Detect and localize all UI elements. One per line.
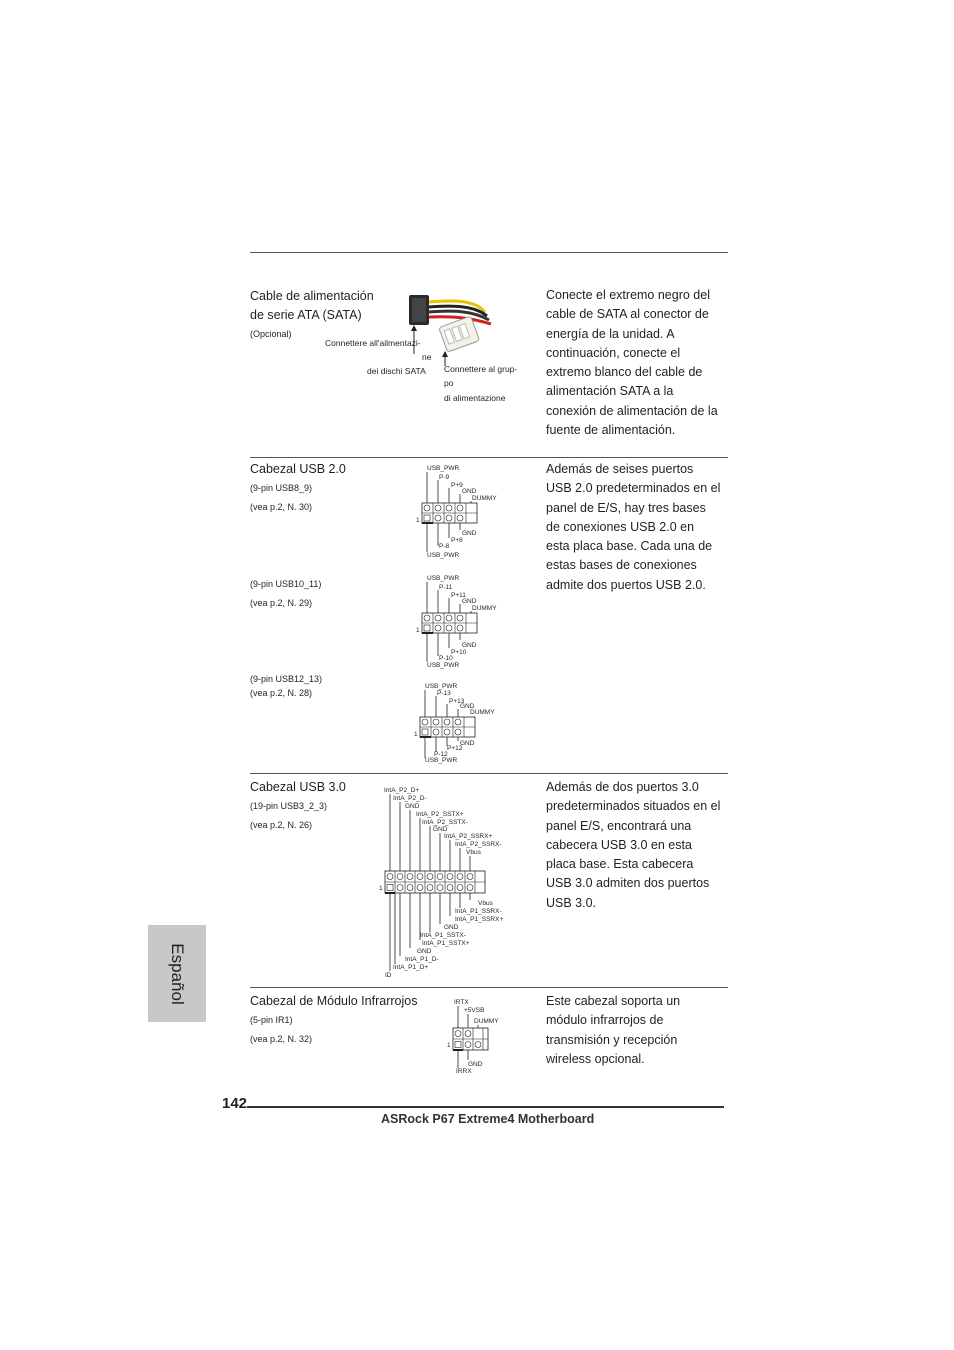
svg-text:IntA_P2_D-: IntA_P2_D- (393, 795, 427, 802)
svg-text:IntA_P2_SSRX-: IntA_P2_SSRX- (455, 841, 502, 848)
usb3-title: Cabezal USB 3.0 (250, 780, 346, 794)
sata-label-drive-2: ne (422, 352, 432, 362)
sata-title-line2: de serie ATA (SATA) (250, 308, 362, 322)
svg-text:IntA_P1_D+: IntA_P1_D+ (393, 964, 429, 971)
svg-text:P-13: P-13 (437, 690, 451, 697)
sata-label-psu-3: di alimentazione (444, 393, 506, 403)
svg-text:USB_PWR: USB_PWR (427, 662, 460, 669)
svg-text:P+9: P+9 (451, 482, 463, 489)
footer-rule (247, 1106, 724, 1108)
usb2-header1-ref: (vea p.2, N. 30) (250, 502, 313, 512)
svg-text:USB_PWR: USB_PWR (427, 575, 460, 582)
svg-text:IRRX: IRRX (456, 1068, 472, 1075)
svg-text:GND: GND (462, 642, 477, 649)
svg-text:IntA_P1_SSRX-: IntA_P1_SSRX- (455, 908, 502, 915)
svg-text:P+11: P+11 (451, 592, 466, 599)
svg-text:1: 1 (447, 1042, 451, 1049)
svg-text:IntA_P2_SSTX+: IntA_P2_SSTX+ (416, 811, 464, 818)
svg-text:GND: GND (462, 530, 477, 537)
section-rule (250, 987, 728, 988)
usb3-pin: (19-pin USB3_2_3) (250, 801, 328, 811)
svg-text:DUMMY: DUMMY (474, 1018, 499, 1025)
language-tab-label: Español (168, 942, 187, 1005)
svg-text:GND: GND (468, 1061, 483, 1068)
usb2-header2-pin: (9-pin USB10_11) (250, 579, 322, 589)
svg-text:P+10: P+10 (451, 649, 467, 656)
svg-text:IntA_P1_SSTX-: IntA_P1_SSTX- (420, 932, 466, 939)
svg-text:GND: GND (462, 598, 477, 605)
usb3-header-diagram (378, 782, 528, 982)
svg-text:+5VSB: +5VSB (464, 1007, 485, 1014)
sata-label-psu: Connettere al grup- (444, 364, 518, 374)
usb3-description: Además de dos puertos 3.0 predeterminados situados en el panel E/S, encontrará una cabecera USB 3.0 en esta placa base. Esta cabecera USB 3.0 admiten dos puertos USB 3.0. (546, 780, 721, 910)
svg-text:IntA_P2_SSRX+: IntA_P2_SSRX+ (444, 833, 493, 840)
section-rule (250, 773, 728, 774)
svg-text:GND: GND (444, 924, 459, 931)
svg-text:P+13: P+13 (449, 698, 465, 705)
ir-header-diagram (444, 994, 524, 1078)
svg-text:Vbus: Vbus (478, 900, 493, 907)
usb2-header1-pin: (9-pin USB8_9) (250, 483, 313, 493)
svg-text:GND: GND (417, 948, 432, 955)
footer-product: ASRock P67 Extreme4 Motherboard (381, 1112, 595, 1126)
usb2-header1-diagram (410, 460, 520, 560)
svg-text:GND: GND (405, 803, 420, 810)
svg-text:IntA_P1_SSTX+: IntA_P1_SSTX+ (422, 940, 470, 947)
usb2-title: Cabezal USB 2.0 (250, 462, 346, 476)
svg-text:1: 1 (416, 517, 420, 524)
svg-text:P-11: P-11 (439, 584, 453, 591)
svg-text:P-10: P-10 (439, 655, 453, 662)
sata-label-drive: Connettere all'ailmentazi- (325, 338, 421, 348)
sata-title-line1: Cable de alimentación (250, 289, 374, 303)
sata-label-drive-3: dei dischi SATA (367, 366, 426, 376)
page-number: 142 (222, 1095, 248, 1112)
svg-text:P+12: P+12 (447, 745, 463, 752)
svg-text:GND: GND (460, 703, 475, 710)
usb2-header3-ref: (vea p.2, N. 28) (250, 688, 313, 698)
ir-title: Cabezal de Módulo Infrarrojos (250, 994, 418, 1008)
usb2-description: Además de seises puertos USB 2.0 predeterminados en el panel de E/S, hay tres bases de conexiones USB 2.0 en esta placa base. Cada una de estas bases de conexiones admite dos puertos USB 2.0. (546, 462, 721, 592)
ir-ref: (vea p.2, N. 32) (250, 1034, 313, 1044)
svg-text:IntA_P2_D+: IntA_P2_D+ (384, 787, 420, 794)
svg-text:P-9: P-9 (439, 474, 450, 481)
sata-optional: (Opcional) (250, 329, 292, 339)
svg-text:1: 1 (379, 885, 383, 892)
svg-text:ID: ID (385, 972, 392, 979)
svg-text:GND: GND (462, 488, 477, 495)
svg-text:DUMMY: DUMMY (472, 605, 497, 612)
usb2-header3-pin: (9-pin USB12_13) (250, 674, 323, 684)
usb2-header2-diagram (410, 570, 520, 670)
sata-description: Conecte el extremo negro del cable de SATA al conector de energía de la unidad. A continuación, conecte el extremo blanco del cable de alimentación SATA a la conexión de alimentación de la fuente de alimentación. (546, 288, 718, 438)
svg-text:Vbus: Vbus (466, 849, 481, 856)
ir-pin: (5-pin IR1) (250, 1015, 293, 1025)
svg-text:GND: GND (460, 740, 475, 747)
svg-text:IRTX: IRTX (454, 999, 469, 1006)
svg-text:1: 1 (416, 627, 420, 634)
svg-text:USB_PWR: USB_PWR (427, 465, 460, 472)
usb2-header3-diagram (408, 678, 518, 768)
svg-text:DUMMY: DUMMY (470, 709, 495, 716)
svg-text:USB_PWR: USB_PWR (427, 552, 460, 559)
svg-text:USB_PWR: USB_PWR (425, 757, 458, 764)
svg-text:USB_PWR: USB_PWR (425, 683, 458, 690)
top-rule (250, 252, 728, 253)
ir-description: Este cabezal soporta un módulo infrarrojos de transmisión y recepción wireless opcional. (546, 994, 681, 1066)
svg-text:GND: GND (433, 826, 448, 833)
section-rule (250, 457, 728, 458)
svg-text:IntA_P1_SSRX+: IntA_P1_SSRX+ (455, 916, 504, 923)
svg-text:IntA_P2_SSTX-: IntA_P2_SSTX- (422, 819, 468, 826)
sata-label-psu-2: po (444, 378, 454, 388)
usb2-header2-ref: (vea p.2, N. 29) (250, 598, 313, 608)
svg-text:P-8: P-8 (439, 543, 450, 550)
svg-text:P+8: P+8 (451, 537, 463, 544)
svg-text:P-12: P-12 (434, 751, 448, 758)
language-tab (148, 925, 206, 1022)
svg-text:IntA_P1_D-: IntA_P1_D- (405, 956, 439, 963)
svg-text:1: 1 (414, 731, 418, 738)
svg-text:DUMMY: DUMMY (472, 495, 497, 502)
usb3-ref: (vea p.2, N. 26) (250, 820, 313, 830)
